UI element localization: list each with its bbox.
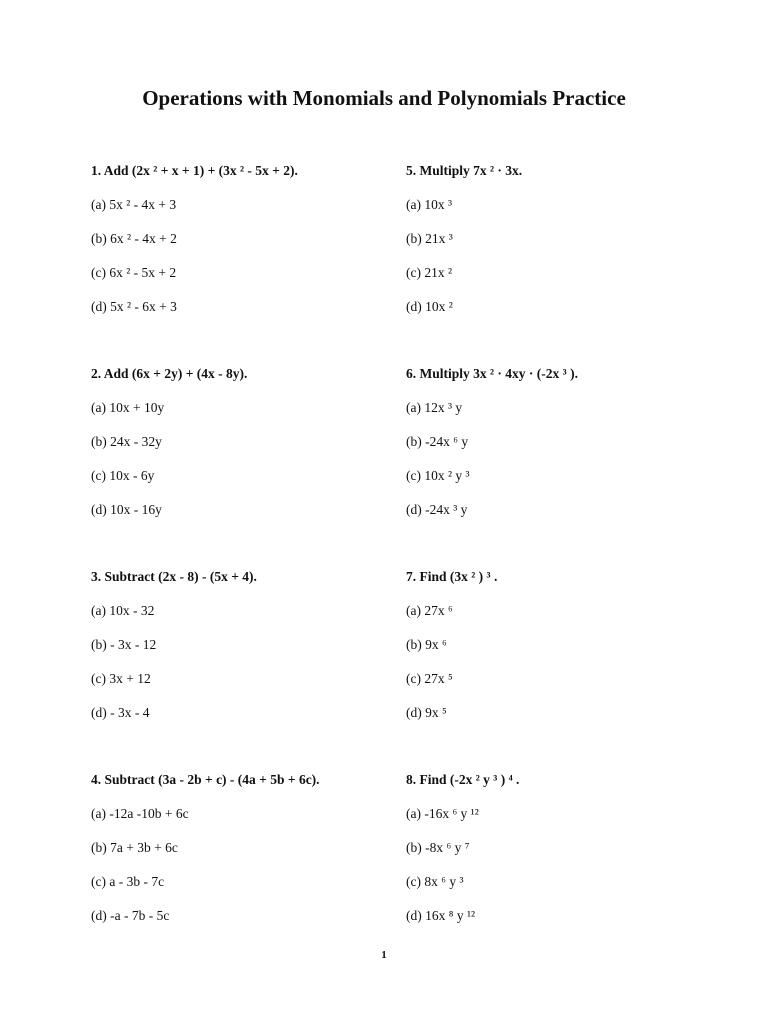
- option-a: (a) 10x + 10y: [91, 400, 165, 415]
- option-d: (d) -24x ³ y: [406, 502, 468, 517]
- option-b: (b) -24x ⁶ y: [406, 434, 469, 449]
- option-a: (a) 10x ³: [406, 197, 453, 212]
- option-a: (a) 27x ⁶: [406, 603, 453, 618]
- option-b: (b) 21x ³: [406, 231, 453, 246]
- problem-2: [91, 365, 411, 519]
- option-a: (a) 10x - 32: [91, 603, 155, 618]
- option-d: (d) 9x ⁵: [406, 705, 447, 720]
- problem-5: [406, 162, 726, 316]
- option-c: (c) 8x ⁶ y ³: [406, 874, 464, 889]
- option-a: (a) 12x ³ y: [406, 400, 463, 415]
- option-c: (c) a - 3b - 7c: [91, 874, 165, 889]
- option-a: (a) -12a -10b + 6c: [91, 806, 189, 821]
- page-number: 1: [381, 949, 387, 961]
- problem-4: [91, 771, 411, 925]
- option-d: (d) 10x - 16y: [91, 502, 162, 517]
- question: 4. Subtract (3a - 2b + c) - (4a + 5b + 6c).: [91, 772, 320, 787]
- option-d: (d) 5x ² - 6x + 3: [91, 299, 177, 314]
- problem-3: [91, 568, 411, 722]
- question: 7. Find (3x ² ) ³ .: [406, 569, 498, 584]
- option-b: (b) 24x - 32y: [91, 434, 162, 449]
- option-c: (c) 27x ⁵: [406, 671, 453, 686]
- option-c: (c) 21x ²: [406, 265, 453, 280]
- option-b: (b) -8x ⁶ y ⁷: [406, 840, 470, 855]
- problem-6: [406, 365, 726, 519]
- option-c: (c) 6x ² - 5x + 2: [91, 265, 177, 280]
- option-d: (d) - 3x - 4: [91, 705, 150, 720]
- problem-8: [406, 771, 726, 925]
- option-b: (b) 7a + 3b + 6c: [91, 840, 178, 855]
- question: 3. Subtract (2x - 8) - (5x + 4).: [91, 569, 257, 584]
- option-a: (a) -16x ⁶ y ¹²: [406, 806, 479, 821]
- page-title: Operations with Monomials and Polynomials Practice: [142, 86, 626, 110]
- question: 8. Find (-2x ² y ³ ) ⁴ .: [406, 772, 520, 787]
- option-b: (b) 6x ² - 4x + 2: [91, 231, 177, 246]
- question: 5. Multiply 7x ² · 3x.: [406, 163, 523, 178]
- option-d: (d) 16x ⁸ y ¹²: [406, 908, 476, 923]
- option-b: (b) 9x ⁶: [406, 637, 447, 652]
- problem-7: [406, 568, 726, 722]
- question: 6. Multiply 3x ² · 4xy · (-2x ³ ).: [406, 366, 578, 381]
- option-c: (c) 10x - 6y: [91, 468, 155, 483]
- option-d: (d) 10x ²: [406, 299, 453, 314]
- question: 1. Add (2x ² + x + 1) + (3x ² - 5x + 2).: [91, 163, 298, 178]
- option-c: (c) 3x + 12: [91, 671, 151, 686]
- option-c: (c) 10x ² y ³: [406, 468, 470, 483]
- option-d: (d) -a - 7b - 5c: [91, 908, 170, 923]
- option-a: (a) 5x ² - 4x + 3: [91, 197, 177, 212]
- problem-1: [91, 162, 411, 316]
- option-b: (b) - 3x - 12: [91, 637, 157, 652]
- question: 2. Add (6x + 2y) + (4x - 8y).: [91, 366, 248, 381]
